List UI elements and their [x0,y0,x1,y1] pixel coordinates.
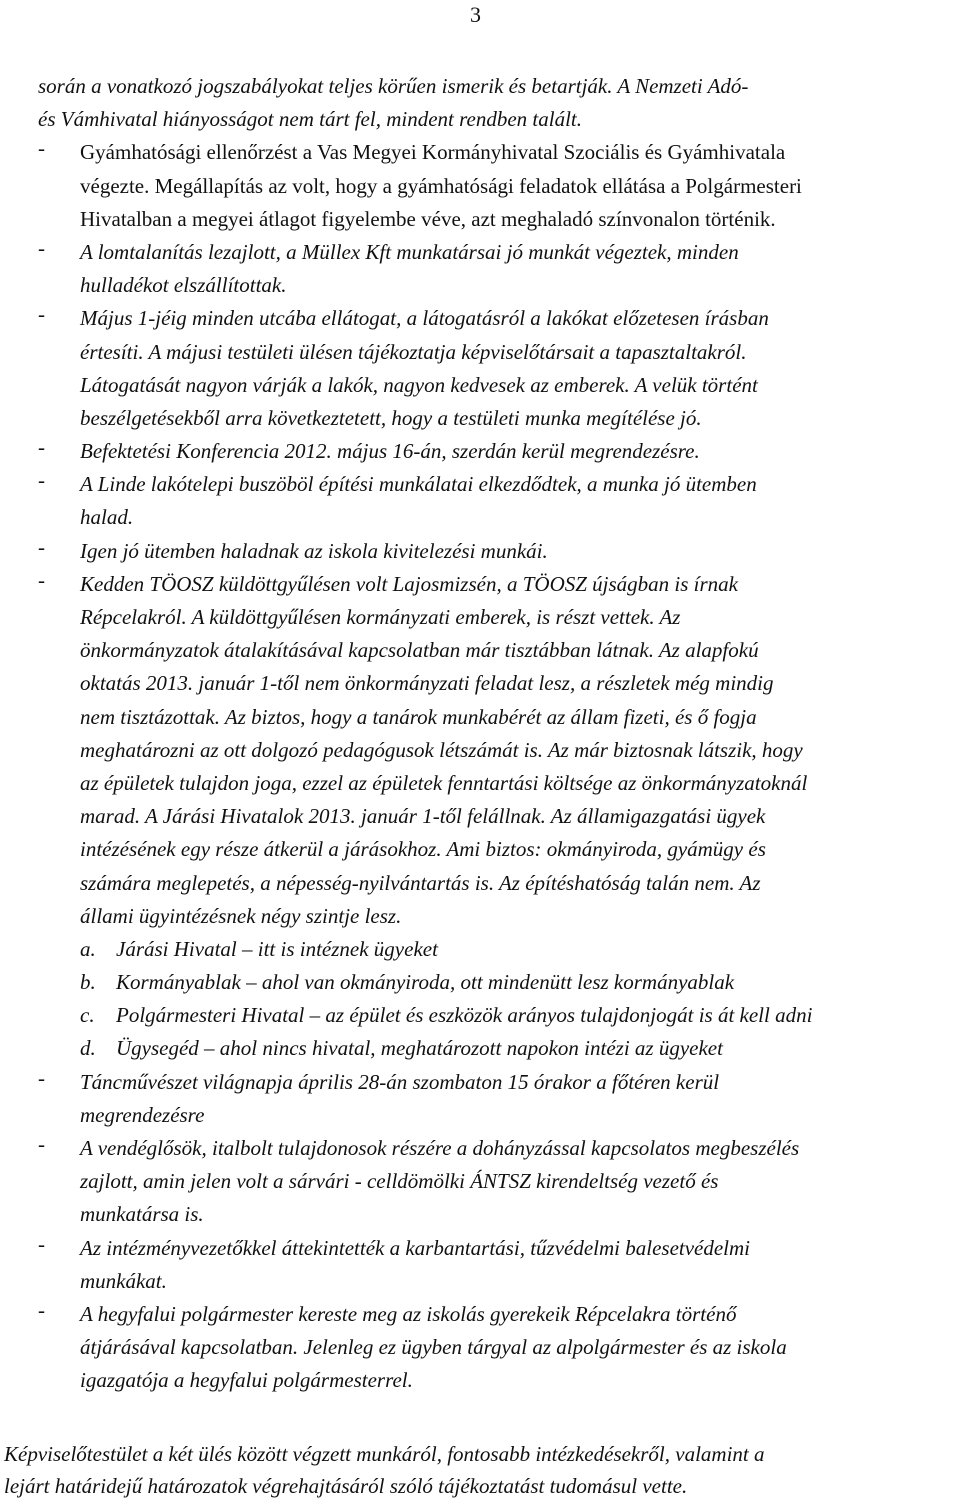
sub-list-item [80,1032,958,1065]
list-item [38,236,958,302]
text-line: halad. [80,505,134,530]
list-item [38,535,958,568]
text-line: Képviselőtestület a két ülés között végzett munkáról, fontosabb intézkedésekről, valamint a [4,1442,765,1466]
text-line: Az intézményvezetőkkel áttekintették a karbantartási, tűzvédelmi balesetvédelmi [80,1235,751,1260]
list-item [38,468,958,534]
text-line: A hegyfalui polgármester kereste meg az iskolás gyerekeik Répcelakra történő [80,1301,737,1326]
document-body [38,70,958,1398]
text-line: Május 1-jéig minden utcába ellátogat, a látogatásról a lakókat előzetesen írásban [80,306,769,331]
text-line: igazgatója a hegyfalui polgármesterrel. [80,1368,413,1393]
text-line: Igen jó ütemben haladnak az iskola kivitelezési munkái. [80,538,548,563]
sub-list-text: Járási Hivatal – itt is intéznek ügyeket [116,936,438,961]
sub-list-letter: c. [80,1003,95,1028]
text-line: meghatározni az ott dolgozó pedagógusok létszámát is. Az már biztosnak látszik, hogy [80,737,803,762]
text-line: marad. A Járási Hivatalok 2013. január 1-től felállnak. Az államigazgatási ügyek [80,804,766,829]
text-line: munkákat. [80,1268,167,1293]
bullet-dash: - [38,435,45,460]
sub-list-text: Ügysegéd – ahol nincs hivatal, meghatározott napokon intézi az ügyeket [116,1036,723,1061]
sub-list-letter: d. [80,1036,96,1061]
text-line: oktatás 2013. január 1-től nem önkormányzati feladat lesz, a részletek még mindig [80,671,774,696]
bullet-dash: - [38,1132,45,1156]
sub-list-text: Polgármesteri Hivatal – az épület és eszközök arányos tulajdonjogát is át kell adni [116,1003,813,1028]
text-line: számára meglepetés, a népesség-nyilvántartás is. Az építéshatóság talán nem. Az [80,870,761,895]
sub-list-text: Kormányablak – ahol van okmányiroda, ott mindenütt lesz kormányablak [116,970,735,995]
intro-paragraph [38,70,958,136]
bullet-dash: - [38,1065,45,1090]
bullet-dash: - [38,567,45,592]
sub-list-item [80,966,958,999]
sub-list-letter: a. [80,936,96,961]
text-line: zajlott, amin jelen volt a sárvári - celldömölki ÁNTSZ kirendeltség vezető és [80,1169,719,1194]
text-line: hulladékot elszállítottak. [80,273,287,298]
text-line: beszélgetésekből arra következtetett, hogy a testületi munka megítélése jó. [80,405,702,430]
text-line: végezte. Megállapítás az volt, hogy a gyámhatósági feladatok ellátása a Polgármesteri [80,173,802,198]
text-line: nem tisztázottak. Az biztos, hogy a tanárok munkabérét az állam fizeti, és ő fogja [80,704,757,729]
text-line: Látogatását nagyon várják a lakók, nagyon kedvesek az emberek. A velük történt [80,372,758,397]
text-line: Kedden TÖOSZ küldöttgyűlésen volt Lajosmizsén, a TÖOSZ újságban is írnak [80,571,739,596]
sub-list [38,933,958,1066]
text-line: Gyámhatósági ellenőrzést a Vas Megyei Kormányhivatal Szociális és Gyámhivatala [80,140,786,165]
text-line: megrendezésre [80,1102,205,1127]
text-line: az épületek tulajdon joga, ezzel az épületek fenntartási költsége az önkormányzatoknál [80,770,808,795]
sub-list-item [80,999,958,1032]
text-line: intézésének egy része átkerül a járásokhoz. Ami biztos: okmányiroda, gyámügy és [80,837,766,862]
text-line: és Vámhivatal hiányosságot nem tárt fel, mindent rendben talált. [38,107,582,132]
bullet-dash: - [38,468,45,493]
text-line: Répcelakról. A küldöttgyűlésen kormányzati emberek, is részt vettek. Az [80,605,681,629]
text-line: önkormányzatok átalakításával kapcsolatban már tisztábban látnak. Az alapfokú [80,638,759,663]
text-line: A Linde lakótelepi buszöböl építési munkálatai elkezdődtek, a munka jó ütemben [80,472,757,497]
bullet-dash: - [38,235,45,260]
bullet-dash: - [38,302,45,327]
list-item [38,568,958,933]
bullet-dash: - [38,1231,45,1256]
text-line: Táncművészet világnapja április 28-án szombaton 15 órakor a főtéren kerül [80,1069,720,1094]
text-line: átjárásával kapcsolatban. Jelenleg ez ügyben tárgyal az alpolgármester és az iskola [80,1335,787,1360]
list-item [38,1298,958,1398]
text-line: Hivatalban a megyei átlagot figyelembe véve, azt meghaladó színvonalon történik. [80,206,776,231]
text-line: állami ügyintézésnek négy szintje lesz. [80,903,402,928]
list-item [38,302,958,435]
bullet-dash: - [38,534,45,559]
text-line: lejárt határidejű határozatok végrehajtásáról szóló tájékoztatást tudomásul vette. [4,1474,688,1498]
list-item [38,1132,958,1232]
text-line: A lomtalanítás lezajlott, a Müllex Kft munkatársai jó munkát végeztek, minden [80,239,739,264]
text-line: Befektetési Konferencia 2012. május 16-án, szerdán kerül megrendezésre. [80,439,700,464]
text-line: során a vonatkozó jogszabályokat teljes körűen ismerik és betartják. A Nemzeti Adó- [38,74,749,98]
text-line: munkatársa is. [80,1202,204,1227]
bullet-list-continued [38,1066,958,1398]
list-item [38,1066,958,1132]
sub-list-letter: b. [80,970,96,995]
text-line: A vendéglősök, italbolt tulajdonosok részére a dohányzással kapcsolatos megbeszélés [80,1136,800,1160]
bullet-list [38,136,958,933]
list-item [38,435,958,468]
list-item [38,1232,958,1298]
bullet-dash: - [38,136,45,161]
list-item [38,136,958,236]
closing-statement [4,1438,958,1502]
page-number: 3 [470,2,481,27]
text-line: értesíti. A májusi testületi ülésen tájékoztatja képviselőtársait a tapasztaltakról. [80,339,747,364]
bullet-dash: - [38,1297,45,1322]
sub-list-item [80,933,958,966]
